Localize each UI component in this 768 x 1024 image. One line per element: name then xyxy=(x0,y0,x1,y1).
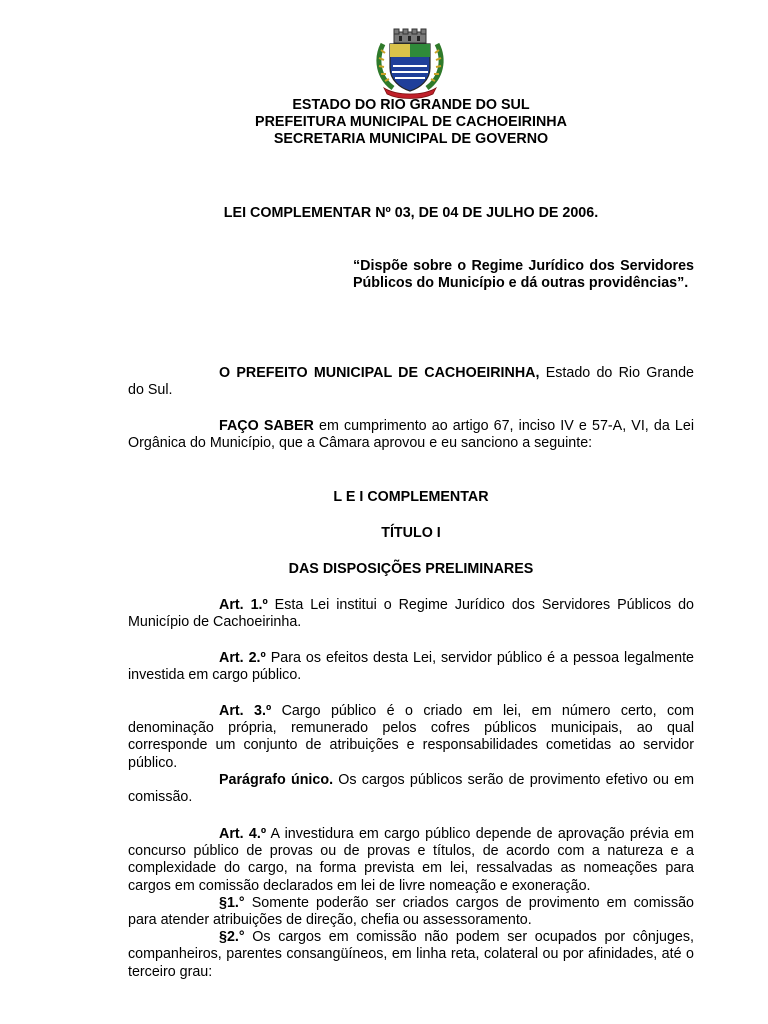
header-secretariat: SECRETARIA MUNICIPAL DE GOVERNO xyxy=(273,131,549,147)
article-3-label: Art. 3.º xyxy=(219,703,272,719)
article-4-paragraph-2-label: §2.° xyxy=(219,929,245,946)
article-3-paragraph-text: Os cargos públicos serão de provimento efetivo ou em comissão. xyxy=(128,771,695,806)
article-4 xyxy=(128,826,694,981)
preamble-paragraph-1 xyxy=(128,365,694,399)
header-prefecture: PREFEITURA MUNICIPAL DE CACHOEIRINHA xyxy=(255,114,567,130)
article-4-paragraph-2 xyxy=(128,929,694,981)
article-4-caput xyxy=(128,826,694,895)
article-4-paragraph-1-text: Somente poderão ser criados cargos de provimento em comissão para atender atribuições de direção, chefia ou assessoramento. xyxy=(128,894,694,929)
municipal-coat-of-arms xyxy=(373,26,447,100)
preamble-paragraph-2 xyxy=(128,418,694,452)
heading-lei-complementar: L E I COMPLEMENTAR xyxy=(333,489,489,505)
article-4-text: A investidura em cargo público depende de aprovação prévia em concurso público de provas ou de provas e títulos, de acordo com a natureza e a complexidade do cargo, na forma prevista em lei, ressalvadas as nomeações para cargos em comissão declarados em lei de livre nomeação e exoneração. xyxy=(128,826,694,894)
preamble-2-bold: FAÇO SABER xyxy=(219,418,314,434)
article-2 xyxy=(128,650,694,684)
law-title: LEI COMPLEMENTAR Nº 03, DE 04 DE JULHO DE 2006. xyxy=(223,205,599,221)
document-header xyxy=(128,97,694,148)
preamble-2-text: em cumprimento ao artigo 67, inciso IV e 57-A, VI, da Lei Orgânica do Município, que a Câmara aprovou e eu sanciono a seguinte: xyxy=(128,418,694,452)
preamble-1-text: Estado do Rio Grande do Sul. xyxy=(128,365,694,399)
article-2-label: Art. 2.º xyxy=(219,650,266,666)
article-4-label: Art. 4.º xyxy=(219,826,267,842)
article-3-paragraph-label: Parágrafo único. xyxy=(219,771,334,788)
article-1 xyxy=(128,597,694,631)
article-1-label: Art. 1.º xyxy=(219,597,268,613)
article-3-caput xyxy=(128,703,694,772)
article-3-paragraph xyxy=(128,772,694,806)
ementa: “Dispõe sobre o Regime Jurídico dos Servidores Públicos do Município e dá outras providências”. xyxy=(353,258,694,292)
heading-titulo: TÍTULO I xyxy=(381,525,441,541)
article-1-text: Esta Lei institui o Regime Jurídico dos Servidores Públicos do Município de Cachoeirinha. xyxy=(128,597,694,631)
article-4-paragraph-1-label: §1.° xyxy=(219,894,245,911)
article-3-text: Cargo público é o criado em lei, em número certo, com denominação própria, remunerado pelos cofres públicos municipais, ao qual corresponde um conjunto de atribuições e responsabilidades cometidas ao servidor público. xyxy=(128,703,694,771)
article-2-text: Para os efeitos desta Lei, servidor público é a pessoa legalmente investida em cargo público. xyxy=(128,650,694,684)
header-state: ESTADO DO RIO GRANDE DO SUL xyxy=(292,97,530,113)
article-3 xyxy=(128,703,694,806)
heading-disposicoes: DAS DISPOSIÇÕES PRELIMINARES xyxy=(288,561,534,577)
article-4-paragraph-1 xyxy=(128,895,694,929)
article-4-paragraph-2-text: Os cargos em comissão não podem ser ocupados por cônjuges, companheiros, parentes consangüíneos, em linha reta, colateral ou por afinidades, até o terceiro grau: xyxy=(128,929,694,980)
preamble-1-bold: O PREFEITO MUNICIPAL DE CACHOEIRINHA, xyxy=(219,365,540,381)
